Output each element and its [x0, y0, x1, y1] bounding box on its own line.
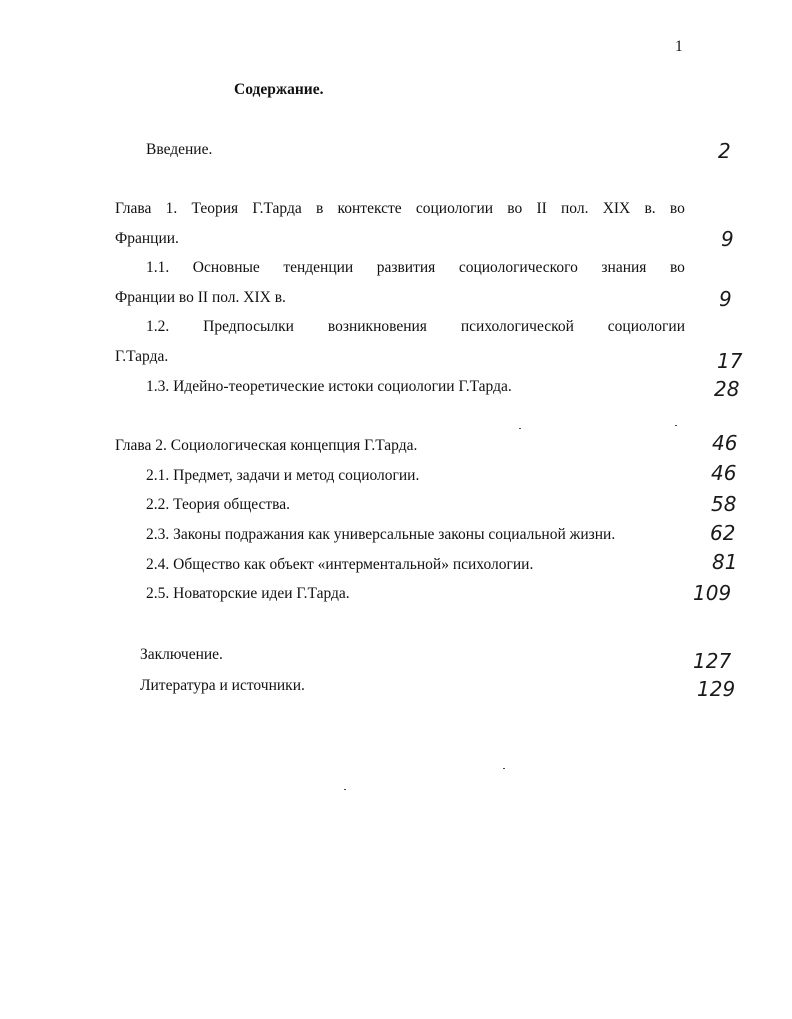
toc-entry-intro: Введение. — [146, 141, 213, 158]
scan-speck — [344, 789, 346, 790]
toc-page-section-1-1: 9 — [719, 287, 732, 311]
toc-title: Содержание. — [234, 81, 324, 98]
toc-word: 1. — [165, 200, 178, 217]
toc-page-chapter-2: 46 — [712, 431, 738, 455]
toc-word: тенденции — [283, 259, 354, 276]
page-number: 1 — [675, 38, 683, 55]
toc-word: пол. — [561, 200, 589, 217]
toc-word: психологической — [460, 318, 574, 335]
toc-section-2-1: 2.1. Предмет, задачи и метод социологии. — [146, 467, 420, 484]
toc-section-2-5: 2.5. Новаторские идеи Г.Тарда. — [146, 585, 350, 602]
scan-speck — [519, 428, 521, 429]
toc-section-2-4: 2.4. Общество как объект «интерментальной» психологии. — [146, 556, 534, 573]
toc-page-section-2-2: 58 — [711, 492, 737, 516]
toc-word: социологии — [415, 200, 494, 217]
toc-word: социологического — [458, 259, 578, 276]
toc-section-1-1-tail: Франции во II пол. XIX в. — [115, 289, 286, 306]
toc-section-1-2-tail: Г.Тарда. — [115, 348, 169, 365]
toc-word: Г.Тарда — [252, 200, 302, 217]
toc-word: развития — [376, 259, 436, 276]
toc-page-literature: 129 — [697, 677, 736, 701]
toc-word: XIX — [602, 200, 631, 217]
toc-word: в — [315, 200, 324, 217]
toc-page-conclusion: 127 — [693, 649, 732, 673]
toc-word: 1.2. — [146, 318, 170, 335]
toc-chapter-1-heading — [115, 200, 685, 218]
toc-page-section-1-2: 17 — [717, 349, 743, 373]
toc-word: 1.1. — [146, 259, 170, 276]
toc-section-1-2 — [146, 318, 685, 336]
toc-word: во — [507, 200, 523, 217]
toc-word: Основные — [192, 259, 260, 276]
toc-word: контексте — [337, 200, 402, 217]
toc-chapter-2-heading: Глава 2. Социологическая концепция Г.Тарда. — [115, 437, 418, 454]
toc-word: знания — [601, 259, 647, 276]
toc-page-chapter-1: 9 — [721, 227, 734, 251]
toc-word: Предпосылки — [203, 318, 294, 335]
toc-chapter-1-heading-tail: Франции. — [115, 230, 179, 247]
toc-page-section-2-1: 46 — [711, 461, 737, 485]
toc-word: Глава — [115, 200, 152, 217]
toc-page-section-2-4: 81 — [712, 550, 738, 574]
toc-word: в. — [644, 200, 656, 217]
toc-section-2-2: 2.2. Теория общества. — [146, 496, 291, 513]
toc-entry-literature: Литература и источники. — [140, 677, 305, 694]
toc-word: Теория — [191, 200, 239, 217]
toc-entry-conclusion: Заключение. — [140, 646, 223, 663]
toc-page-intro: 2 — [718, 139, 731, 163]
toc-page-section-1-3: 28 — [714, 377, 740, 401]
toc-section-1-1 — [146, 259, 685, 277]
toc-word: возникновения — [327, 318, 427, 335]
toc-section-1-3: 1.3. Идейно-теоретические истоки социологии Г.Тарда. — [146, 378, 512, 395]
toc-word: социологии — [607, 318, 685, 335]
scan-speck — [675, 425, 677, 426]
scan-speck — [503, 768, 505, 769]
toc-page-section-2-3: 62 — [710, 521, 736, 545]
toc-word: II — [536, 200, 547, 217]
toc-word: во — [669, 200, 685, 217]
toc-section-2-3: 2.3. Законы подражания как универсальные законы социальной жизни. — [146, 526, 616, 543]
toc-word: во — [669, 259, 685, 276]
toc-page-section-2-5: 109 — [693, 581, 732, 605]
